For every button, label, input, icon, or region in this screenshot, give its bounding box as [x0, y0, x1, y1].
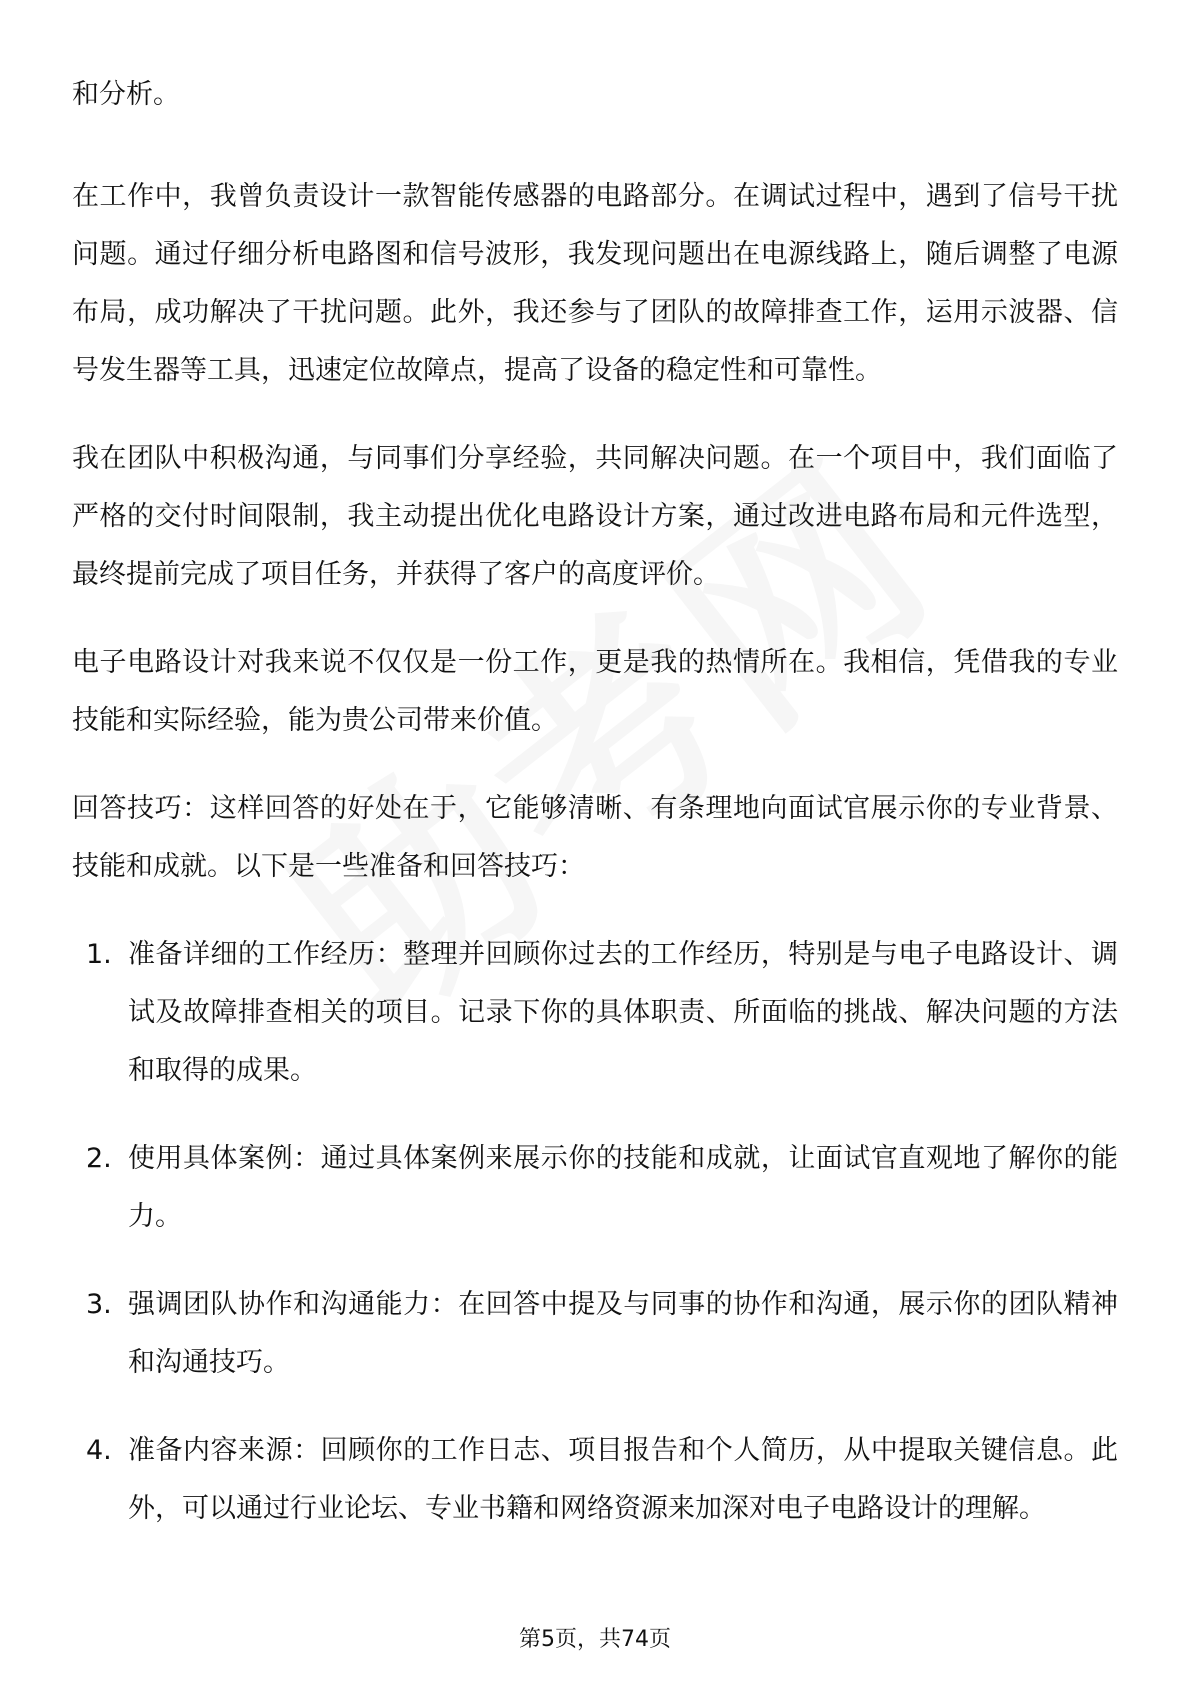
- document-body: [72, 66, 1118, 1538]
- page-footer: 第5页，共74页: [519, 1627, 671, 1652]
- list-item: [72, 1422, 1118, 1538]
- list-item-number: 2.: [86, 1143, 112, 1174]
- paragraph-tips-intro: 回答技巧：这样回答的好处在于，它能够清晰、有条理地向面试官展示你的专业背景、技能和成就。以下是一些准备和回答技巧：: [72, 793, 1118, 882]
- list-item: [72, 1130, 1118, 1246]
- list-item: [72, 926, 1118, 1100]
- list-item: [72, 1276, 1118, 1392]
- list-item-text: 使用具体案例：通过具体案例来展示你的技能和成就，让面试官直观地了解你的能力。: [128, 1143, 1118, 1232]
- tips-list: [72, 926, 1118, 1538]
- list-item-text: 强调团队协作和沟通能力：在回答中提及与同事的协作和沟通，展示你的团队精神和沟通技巧。: [128, 1289, 1118, 1378]
- list-item-text: 准备详细的工作经历：整理并回顾你过去的工作经历，特别是与电子电路设计、调试及故障排查相关的项目。记录下你的具体职责、所面临的挑战、解决问题的方法和取得的成果。: [128, 939, 1118, 1086]
- paragraph-teamwork: 我在团队中积极沟通，与同事们分享经验，共同解决问题。在一个项目中，我们面临了严格的交付时间限制，我主动提出优化电路设计方案，通过改进电路布局和元件选型，最终提前完成了项目任务，并获得了客户的高度评价。: [72, 443, 1118, 590]
- paragraph-continuation: 和分析。: [72, 79, 180, 110]
- list-item-number: 1.: [86, 939, 112, 970]
- paragraph-passion: 电子电路设计对我来说不仅仅是一份工作，更是我的热情所在。我相信，凭借我的专业技能和实际经验，能为贵公司带来价值。: [72, 647, 1118, 736]
- list-item-text: 准备内容来源：回顾你的工作日志、项目报告和个人简历，从中提取关键信息。此外，可以通过行业论坛、专业书籍和网络资源来加深对电子电路设计的理解。: [128, 1435, 1118, 1524]
- list-item-number: 4.: [86, 1435, 112, 1466]
- list-item-number: 3.: [86, 1289, 112, 1320]
- paragraph-work-experience: 在工作中，我曾负责设计一款智能传感器的电路部分。在调试过程中，遇到了信号干扰问题。通过仔细分析电路图和信号波形，我发现问题出在电源线路上，随后调整了电源布局，成功解决了干扰问题。此外，我还参与了团队的故障排查工作，运用示波器、信号发生器等工具，迅速定位故障点，提高了设备的稳定性和可靠性。: [72, 181, 1118, 386]
